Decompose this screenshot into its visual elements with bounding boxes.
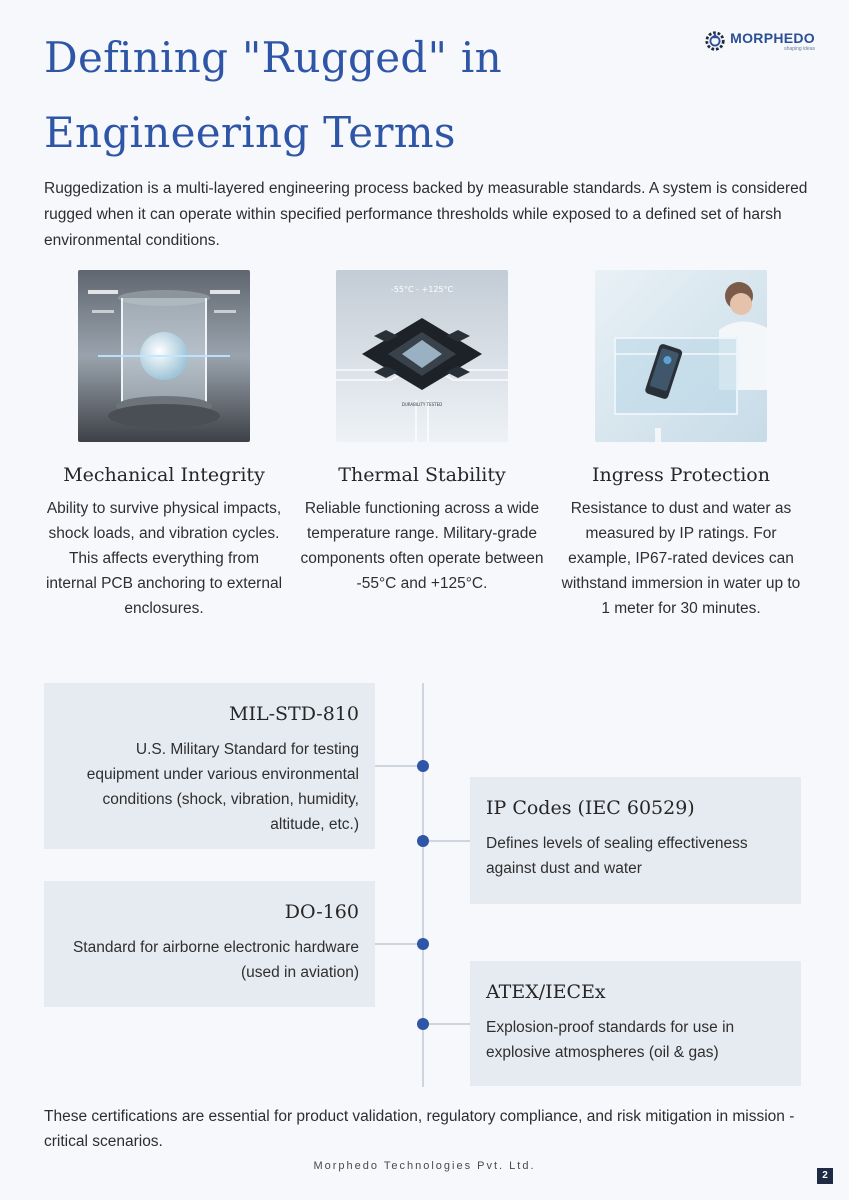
timeline-dot: [417, 835, 429, 847]
timeline-connector: [423, 840, 470, 842]
standard-card-do-160: [44, 881, 375, 1007]
feature-description: Ability to survive physical impacts, shock loads, and vibration cycles. This affects everything from internal PCB anchoring to external enclosures.: [45, 500, 283, 617]
timeline-dot: [417, 938, 429, 950]
standard-description: U.S. Military Standard for testing equipment under various environmental conditions (shock, vibration, humidity, altitude, etc.): [86, 741, 359, 833]
sphere-in-glass-cylinder-image: [78, 270, 250, 442]
logo-tagline: shaping ideas: [784, 45, 815, 52]
timeline-connector: [423, 1023, 470, 1025]
gear-logo-icon: [704, 30, 726, 52]
standard-card-ip-codes: [470, 777, 801, 904]
feature-title: Thermal Stability: [338, 464, 506, 486]
timeline-dot: [417, 760, 429, 772]
standard-description: Explosion-proof standards for use in explosive atmospheres (oil & gas): [486, 1019, 735, 1061]
page-number-badge: 2: [817, 1168, 833, 1184]
closing-paragraph: These certifications are essential for product validation, regulatory compliance, and risk mitigation in mission - critical scenarios.: [44, 1108, 795, 1150]
feature-description: Resistance to dust and water as measured by IP ratings. For example, IP67-rated devices can withstand immersion in water up to 1 meter for 30 minutes.: [561, 500, 801, 617]
page-title: Defining "Rugged" in Engineering Terms: [44, 33, 502, 157]
standard-title: IP Codes (IEC 60529): [486, 797, 695, 819]
device-submerged-in-water-image: [595, 270, 767, 442]
footer-company-name: Morphedo Technologies Pvt. Ltd.: [313, 1160, 536, 1172]
circuit-board-chips-image: [336, 270, 508, 442]
standard-title: DO-160: [284, 901, 359, 923]
timeline-dot: [417, 1018, 429, 1030]
standard-title: ATEX/IECEx: [486, 981, 606, 1003]
feature-card-thermal: [297, 270, 547, 596]
feature-card-mechanical: [39, 270, 289, 621]
feature-title: Ingress Protection: [592, 464, 770, 486]
intro-paragraph: Ruggedization is a multi-layered engineering process backed by measurable standards. A system is considered rugged when it can operate within specified performance thresholds while exposed to a defined set of harsh environmental conditions.: [44, 180, 808, 249]
standard-card-mil-std-810: [44, 683, 375, 849]
standard-card-atex-iecex: [470, 961, 801, 1086]
feature-card-ingress: [556, 270, 806, 621]
standard-description: Defines levels of sealing effectiveness against dust and water: [486, 835, 748, 877]
timeline-connector: [375, 943, 423, 945]
durability-tested-label: DURABILITY TESTED: [401, 402, 443, 407]
feature-title: Mechanical Integrity: [63, 464, 265, 486]
standard-title: MIL-STD-810: [229, 703, 359, 725]
timeline-connector: [375, 765, 423, 767]
standard-description: Standard for airborne electronic hardware (used in aviation): [72, 939, 359, 981]
temperature-range-caption: -55°C - +125°C: [390, 285, 454, 294]
logo-wordmark: MORPHEDO: [730, 29, 815, 46]
feature-description: Reliable functioning across a wide temperature range. Military-grade components often operate between -55°C and +125°C.: [300, 500, 544, 592]
company-logo: [704, 30, 815, 52]
